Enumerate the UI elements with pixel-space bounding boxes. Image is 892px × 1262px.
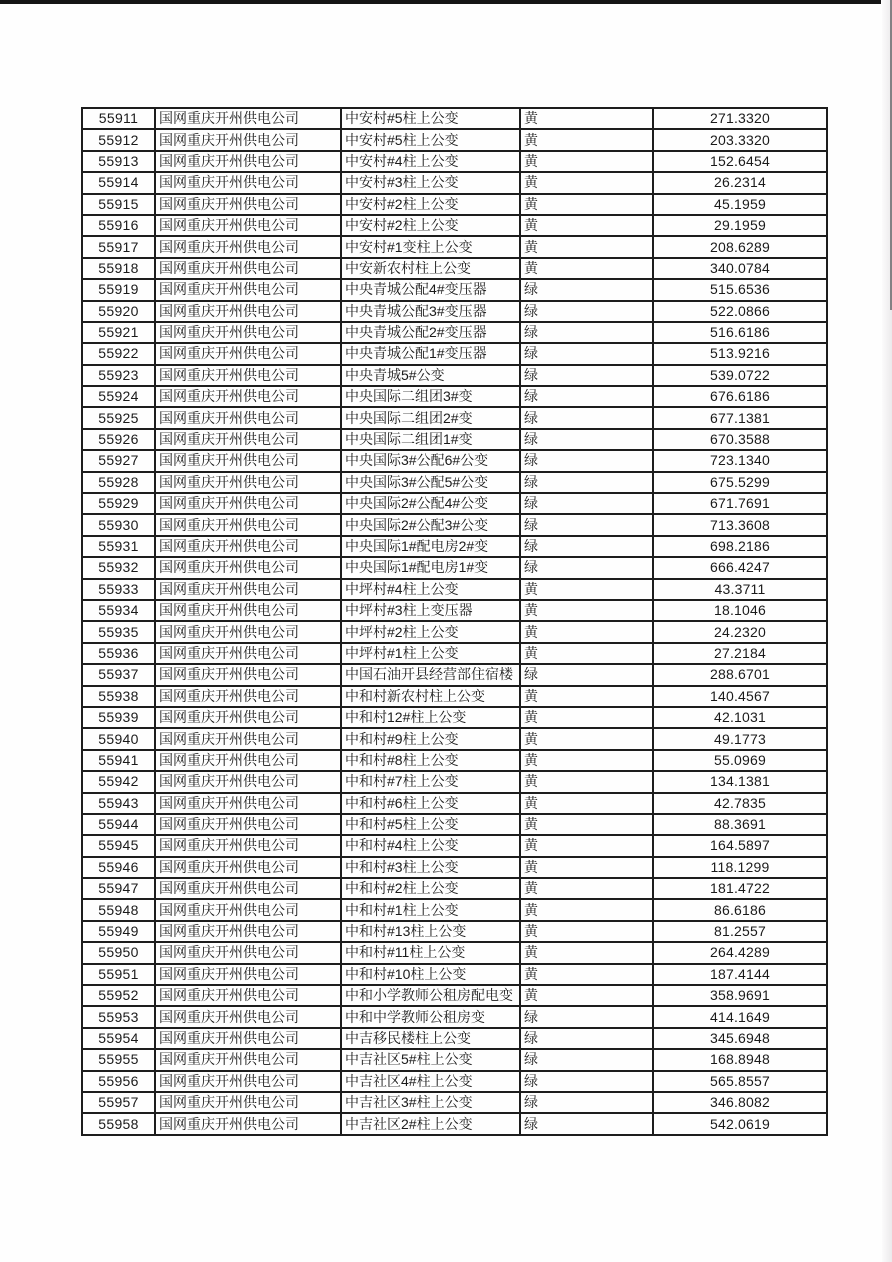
- table-row: [82, 857, 827, 878]
- cell-status: 绿: [520, 536, 653, 557]
- table-row: [82, 472, 827, 493]
- cell-equipment: 中和村#10柱上公变: [341, 964, 520, 985]
- cell-equipment: 中安村#5柱上公变: [341, 129, 520, 150]
- cell-id: 55923: [82, 365, 155, 386]
- cell-status: 黄: [520, 793, 653, 814]
- cell-company: 国网重庆开州供电公司: [155, 450, 341, 471]
- table-row: [82, 194, 827, 215]
- cell-status: 绿: [520, 407, 653, 428]
- cell-equipment: 中和村12#柱上公变: [341, 707, 520, 728]
- cell-status: 绿: [520, 322, 653, 343]
- cell-value: 86.6186: [653, 899, 827, 920]
- cell-equipment: 中安新农村柱上公变: [341, 258, 520, 279]
- cell-status: 绿: [520, 514, 653, 535]
- cell-company: 国网重庆开州供电公司: [155, 1092, 341, 1113]
- cell-id: 55924: [82, 386, 155, 407]
- cell-equipment: 中和村#1柱上公变: [341, 899, 520, 920]
- cell-status: 黄: [520, 878, 653, 899]
- cell-status: 黄: [520, 814, 653, 835]
- cell-id: 55942: [82, 771, 155, 792]
- cell-equipment: 中央国际3#公配5#公变: [341, 472, 520, 493]
- cell-id: 55950: [82, 942, 155, 963]
- cell-status: 绿: [520, 1071, 653, 1092]
- cell-value: 168.8948: [653, 1049, 827, 1070]
- cell-value: 27.2184: [653, 643, 827, 664]
- cell-id: 55912: [82, 129, 155, 150]
- table-row: [82, 643, 827, 664]
- table-row: [82, 1071, 827, 1092]
- cell-company: 国网重庆开州供电公司: [155, 643, 341, 664]
- cell-id: 55936: [82, 643, 155, 664]
- cell-status: 黄: [520, 600, 653, 621]
- cell-value: 18.1046: [653, 600, 827, 621]
- table-row: [82, 536, 827, 557]
- cell-id: 55926: [82, 429, 155, 450]
- table-row: [82, 1049, 827, 1070]
- cell-status: 绿: [520, 301, 653, 322]
- cell-id: 55928: [82, 472, 155, 493]
- cell-company: 国网重庆开州供电公司: [155, 429, 341, 450]
- cell-company: 国网重庆开州供电公司: [155, 1006, 341, 1027]
- cell-value: 45.1959: [653, 194, 827, 215]
- cell-equipment: 中央国际二组团2#变: [341, 407, 520, 428]
- table-row: [82, 1028, 827, 1049]
- table-row: [82, 151, 827, 172]
- cell-id: 55957: [82, 1092, 155, 1113]
- cell-equipment: 中坪村#3柱上变压器: [341, 600, 520, 621]
- table-row: [82, 429, 827, 450]
- cell-status: 绿: [520, 365, 653, 386]
- table-body: [82, 108, 827, 1135]
- cell-id: 55938: [82, 686, 155, 707]
- cell-company: 国网重庆开州供电公司: [155, 236, 341, 257]
- cell-company: 国网重庆开州供电公司: [155, 172, 341, 193]
- cell-company: 国网重庆开州供电公司: [155, 579, 341, 600]
- cell-value: 134.1381: [653, 771, 827, 792]
- cell-equipment: 中安村#1变柱上公变: [341, 236, 520, 257]
- cell-id: 55911: [82, 108, 155, 129]
- cell-id: 55937: [82, 664, 155, 685]
- cell-value: 698.2186: [653, 536, 827, 557]
- cell-value: 713.3608: [653, 514, 827, 535]
- cell-value: 203.3320: [653, 129, 827, 150]
- cell-company: 国网重庆开州供电公司: [155, 279, 341, 300]
- cell-value: 49.1773: [653, 728, 827, 749]
- cell-equipment: 中央国际2#公配3#公变: [341, 514, 520, 535]
- cell-value: 516.6186: [653, 322, 827, 343]
- cell-equipment: 中央青城5#公变: [341, 365, 520, 386]
- cell-company: 国网重庆开州供电公司: [155, 407, 341, 428]
- cell-equipment: 中吉社区5#柱上公变: [341, 1049, 520, 1070]
- cell-value: 29.1959: [653, 215, 827, 236]
- cell-value: 542.0619: [653, 1113, 827, 1134]
- cell-equipment: 中央青城公配4#变压器: [341, 279, 520, 300]
- cell-id: 55954: [82, 1028, 155, 1049]
- cell-equipment: 中央青城公配3#变压器: [341, 301, 520, 322]
- cell-status: 黄: [520, 108, 653, 129]
- cell-equipment: 中央国际3#公配6#公变: [341, 450, 520, 471]
- cell-company: 国网重庆开州供电公司: [155, 365, 341, 386]
- cell-company: 国网重庆开州供电公司: [155, 857, 341, 878]
- cell-equipment: 中和村#13柱上公变: [341, 921, 520, 942]
- cell-status: 绿: [520, 279, 653, 300]
- cell-id: 55951: [82, 964, 155, 985]
- cell-value: 539.0722: [653, 365, 827, 386]
- cell-id: 55931: [82, 536, 155, 557]
- cell-equipment: 中央青城公配2#变压器: [341, 322, 520, 343]
- cell-equipment: 中和村#5柱上公变: [341, 814, 520, 835]
- cell-company: 国网重庆开州供电公司: [155, 129, 341, 150]
- cell-equipment: 中安村#5柱上公变: [341, 108, 520, 129]
- cell-status: 黄: [520, 899, 653, 920]
- cell-value: 42.1031: [653, 707, 827, 728]
- cell-id: 55941: [82, 750, 155, 771]
- table-row: [82, 365, 827, 386]
- cell-id: 55930: [82, 514, 155, 535]
- cell-equipment: 中安村#3柱上公变: [341, 172, 520, 193]
- table-row: [82, 814, 827, 835]
- cell-equipment: 中和村#2柱上公变: [341, 878, 520, 899]
- table-row: [82, 899, 827, 920]
- cell-status: 绿: [520, 664, 653, 685]
- cell-equipment: 中和村#8柱上公变: [341, 750, 520, 771]
- cell-status: 绿: [520, 429, 653, 450]
- table-row: [82, 771, 827, 792]
- cell-equipment: 中安村#4柱上公变: [341, 151, 520, 172]
- cell-id: 55916: [82, 215, 155, 236]
- cell-company: 国网重庆开州供电公司: [155, 686, 341, 707]
- table-row: [82, 878, 827, 899]
- table-row: [82, 322, 827, 343]
- cell-company: 国网重庆开州供电公司: [155, 322, 341, 343]
- cell-company: 国网重庆开州供电公司: [155, 1049, 341, 1070]
- cell-id: 55953: [82, 1006, 155, 1027]
- cell-equipment: 中央青城公配1#变压器: [341, 343, 520, 364]
- cell-equipment: 中安村#2柱上公变: [341, 215, 520, 236]
- table-row: [82, 942, 827, 963]
- table-row: [82, 407, 827, 428]
- cell-status: 绿: [520, 557, 653, 578]
- table-row: [82, 985, 827, 1006]
- table-row: [82, 1006, 827, 1027]
- cell-company: 国网重庆开州供电公司: [155, 301, 341, 322]
- cell-equipment: 中坪村#4柱上公变: [341, 579, 520, 600]
- table-row: [82, 493, 827, 514]
- cell-status: 黄: [520, 942, 653, 963]
- table-row: [82, 129, 827, 150]
- cell-value: 677.1381: [653, 407, 827, 428]
- table-row: [82, 728, 827, 749]
- cell-value: 264.4289: [653, 942, 827, 963]
- cell-id: 55917: [82, 236, 155, 257]
- cell-value: 181.4722: [653, 878, 827, 899]
- cell-company: 国网重庆开州供电公司: [155, 621, 341, 642]
- cell-status: 黄: [520, 771, 653, 792]
- cell-value: 26.2314: [653, 172, 827, 193]
- table-row: [82, 215, 827, 236]
- cell-status: 绿: [520, 1006, 653, 1027]
- cell-equipment: 中坪村#2柱上公变: [341, 621, 520, 642]
- cell-status: 黄: [520, 236, 653, 257]
- cell-equipment: 中和中学教师公租房变: [341, 1006, 520, 1027]
- table-row: [82, 557, 827, 578]
- cell-equipment: 中央国际二组团1#变: [341, 429, 520, 450]
- cell-company: 国网重庆开州供电公司: [155, 1028, 341, 1049]
- cell-status: 绿: [520, 386, 653, 407]
- cell-equipment: 中央国际1#配电房1#变: [341, 557, 520, 578]
- table-row: [82, 1113, 827, 1134]
- cell-status: 黄: [520, 686, 653, 707]
- cell-equipment: 中吉社区3#柱上公变: [341, 1092, 520, 1113]
- cell-id: 55949: [82, 921, 155, 942]
- cell-id: 55939: [82, 707, 155, 728]
- table-row: [82, 1092, 827, 1113]
- cell-id: 55952: [82, 985, 155, 1006]
- cell-value: 164.5897: [653, 835, 827, 856]
- cell-id: 55913: [82, 151, 155, 172]
- cell-value: 670.3588: [653, 429, 827, 450]
- cell-value: 666.4247: [653, 557, 827, 578]
- table-row: [82, 258, 827, 279]
- cell-status: 绿: [520, 343, 653, 364]
- cell-status: 黄: [520, 579, 653, 600]
- cell-equipment: 中央国际2#公配4#公变: [341, 493, 520, 514]
- cell-company: 国网重庆开州供电公司: [155, 1071, 341, 1092]
- cell-company: 国网重庆开州供电公司: [155, 258, 341, 279]
- cell-id: 55918: [82, 258, 155, 279]
- cell-company: 国网重庆开州供电公司: [155, 108, 341, 129]
- cell-value: 88.3691: [653, 814, 827, 835]
- cell-id: 55943: [82, 793, 155, 814]
- table-row: [82, 750, 827, 771]
- table-row: [82, 386, 827, 407]
- cell-id: 55958: [82, 1113, 155, 1134]
- cell-company: 国网重庆开州供电公司: [155, 835, 341, 856]
- cell-value: 81.2557: [653, 921, 827, 942]
- table-row: [82, 514, 827, 535]
- cell-status: 绿: [520, 1049, 653, 1070]
- cell-value: 340.0784: [653, 258, 827, 279]
- cell-status: 黄: [520, 750, 653, 771]
- table-row: [82, 835, 827, 856]
- cell-status: 黄: [520, 857, 653, 878]
- cell-status: 黄: [520, 921, 653, 942]
- cell-id: 55947: [82, 878, 155, 899]
- cell-value: 187.4144: [653, 964, 827, 985]
- cell-id: 55929: [82, 493, 155, 514]
- cell-status: 黄: [520, 985, 653, 1006]
- cell-equipment: 中吉社区4#柱上公变: [341, 1071, 520, 1092]
- cell-company: 国网重庆开州供电公司: [155, 921, 341, 942]
- cell-equipment: 中安村#2柱上公变: [341, 194, 520, 215]
- cell-id: 55956: [82, 1071, 155, 1092]
- cell-id: 55944: [82, 814, 155, 835]
- cell-equipment: 中吉社区2#柱上公变: [341, 1113, 520, 1134]
- cell-company: 国网重庆开州供电公司: [155, 878, 341, 899]
- cell-status: 黄: [520, 194, 653, 215]
- table-row: [82, 279, 827, 300]
- cell-company: 国网重庆开州供电公司: [155, 728, 341, 749]
- cell-value: 515.6536: [653, 279, 827, 300]
- table-row: [82, 450, 827, 471]
- cell-status: 黄: [520, 728, 653, 749]
- cell-id: 55915: [82, 194, 155, 215]
- cell-equipment: 中和村#6柱上公变: [341, 793, 520, 814]
- cell-company: 国网重庆开州供电公司: [155, 899, 341, 920]
- cell-value: 513.9216: [653, 343, 827, 364]
- cell-equipment: 中和村新农村柱上公变: [341, 686, 520, 707]
- cell-value: 675.5299: [653, 472, 827, 493]
- cell-status: 黄: [520, 707, 653, 728]
- cell-company: 国网重庆开州供电公司: [155, 215, 341, 236]
- cell-company: 国网重庆开州供电公司: [155, 942, 341, 963]
- cell-status: 黄: [520, 621, 653, 642]
- table-row: [82, 600, 827, 621]
- table-row: [82, 343, 827, 364]
- cell-id: 55955: [82, 1049, 155, 1070]
- cell-company: 国网重庆开州供电公司: [155, 386, 341, 407]
- cell-company: 国网重庆开州供电公司: [155, 493, 341, 514]
- cell-status: 黄: [520, 258, 653, 279]
- table-row: [82, 664, 827, 685]
- cell-value: 676.6186: [653, 386, 827, 407]
- cell-value: 522.0866: [653, 301, 827, 322]
- cell-status: 黄: [520, 215, 653, 236]
- cell-status: 绿: [520, 1028, 653, 1049]
- cell-status: 绿: [520, 472, 653, 493]
- cell-company: 国网重庆开州供电公司: [155, 194, 341, 215]
- cell-value: 43.3711: [653, 579, 827, 600]
- cell-id: 55945: [82, 835, 155, 856]
- cell-id: 55927: [82, 450, 155, 471]
- cell-id: 55932: [82, 557, 155, 578]
- cell-value: 288.6701: [653, 664, 827, 685]
- cell-equipment: 中和村#3柱上公变: [341, 857, 520, 878]
- cell-id: 55948: [82, 899, 155, 920]
- cell-company: 国网重庆开州供电公司: [155, 793, 341, 814]
- cell-company: 国网重庆开州供电公司: [155, 514, 341, 535]
- cell-company: 国网重庆开州供电公司: [155, 664, 341, 685]
- cell-value: 42.7835: [653, 793, 827, 814]
- cell-company: 国网重庆开州供电公司: [155, 814, 341, 835]
- cell-company: 国网重庆开州供电公司: [155, 750, 341, 771]
- cell-status: 黄: [520, 172, 653, 193]
- cell-value: 55.0969: [653, 750, 827, 771]
- cell-status: 黄: [520, 643, 653, 664]
- cell-value: 723.1340: [653, 450, 827, 471]
- cell-company: 国网重庆开州供电公司: [155, 1113, 341, 1134]
- cell-value: 140.4567: [653, 686, 827, 707]
- cell-equipment: 中吉移民楼柱上公变: [341, 1028, 520, 1049]
- cell-id: 55934: [82, 600, 155, 621]
- cell-equipment: 中央国际二组团3#变: [341, 386, 520, 407]
- table-row: [82, 793, 827, 814]
- cell-equipment: 中和村#4柱上公变: [341, 835, 520, 856]
- cell-equipment: 中坪村#1柱上公变: [341, 643, 520, 664]
- cell-value: 208.6289: [653, 236, 827, 257]
- cell-company: 国网重庆开州供电公司: [155, 707, 341, 728]
- table-row: [82, 579, 827, 600]
- cell-company: 国网重庆开州供电公司: [155, 536, 341, 557]
- table-row: [82, 621, 827, 642]
- cell-status: 绿: [520, 1092, 653, 1113]
- cell-company: 国网重庆开州供电公司: [155, 600, 341, 621]
- cell-id: 55946: [82, 857, 155, 878]
- cell-id: 55922: [82, 343, 155, 364]
- cell-status: 黄: [520, 151, 653, 172]
- cell-value: 118.1299: [653, 857, 827, 878]
- cell-company: 国网重庆开州供电公司: [155, 151, 341, 172]
- cell-value: 671.7691: [653, 493, 827, 514]
- cell-company: 国网重庆开州供电公司: [155, 985, 341, 1006]
- cell-id: 55920: [82, 301, 155, 322]
- transformer-data-table: [81, 107, 828, 1136]
- cell-status: 绿: [520, 493, 653, 514]
- cell-status: 绿: [520, 450, 653, 471]
- cell-equipment: 中和小学教师公租房配电变: [341, 985, 520, 1006]
- top-edge-line: [0, 0, 881, 4]
- cell-company: 国网重庆开州供电公司: [155, 343, 341, 364]
- cell-equipment: 中国石油开县经营部住宿楼: [341, 664, 520, 685]
- cell-equipment: 中和村#7柱上公变: [341, 771, 520, 792]
- cell-value: 345.6948: [653, 1028, 827, 1049]
- cell-id: 55925: [82, 407, 155, 428]
- table-row: [82, 686, 827, 707]
- cell-value: 271.3320: [653, 108, 827, 129]
- table-row: [82, 172, 827, 193]
- cell-id: 55914: [82, 172, 155, 193]
- cell-value: 565.8557: [653, 1071, 827, 1092]
- cell-value: 358.9691: [653, 985, 827, 1006]
- cell-company: 国网重庆开州供电公司: [155, 964, 341, 985]
- cell-equipment: 中和村#11柱上公变: [341, 942, 520, 963]
- table-row: [82, 108, 827, 129]
- cell-status: 黄: [520, 129, 653, 150]
- cell-id: 55921: [82, 322, 155, 343]
- table-row: [82, 236, 827, 257]
- cell-equipment: 中央国际1#配电房2#变: [341, 536, 520, 557]
- cell-company: 国网重庆开州供电公司: [155, 472, 341, 493]
- cell-id: 55940: [82, 728, 155, 749]
- cell-status: 绿: [520, 1113, 653, 1134]
- cell-equipment: 中和村#9柱上公变: [341, 728, 520, 749]
- table-row: [82, 707, 827, 728]
- table-row: [82, 921, 827, 942]
- table-row: [82, 964, 827, 985]
- cell-company: 国网重庆开州供电公司: [155, 771, 341, 792]
- table-row: [82, 301, 827, 322]
- cell-company: 国网重庆开州供电公司: [155, 557, 341, 578]
- cell-value: 152.6454: [653, 151, 827, 172]
- cell-id: 55933: [82, 579, 155, 600]
- cell-value: 414.1649: [653, 1006, 827, 1027]
- cell-id: 55935: [82, 621, 155, 642]
- cell-value: 24.2320: [653, 621, 827, 642]
- cell-status: 黄: [520, 964, 653, 985]
- cell-id: 55919: [82, 279, 155, 300]
- cell-status: 黄: [520, 835, 653, 856]
- cell-value: 346.8082: [653, 1092, 827, 1113]
